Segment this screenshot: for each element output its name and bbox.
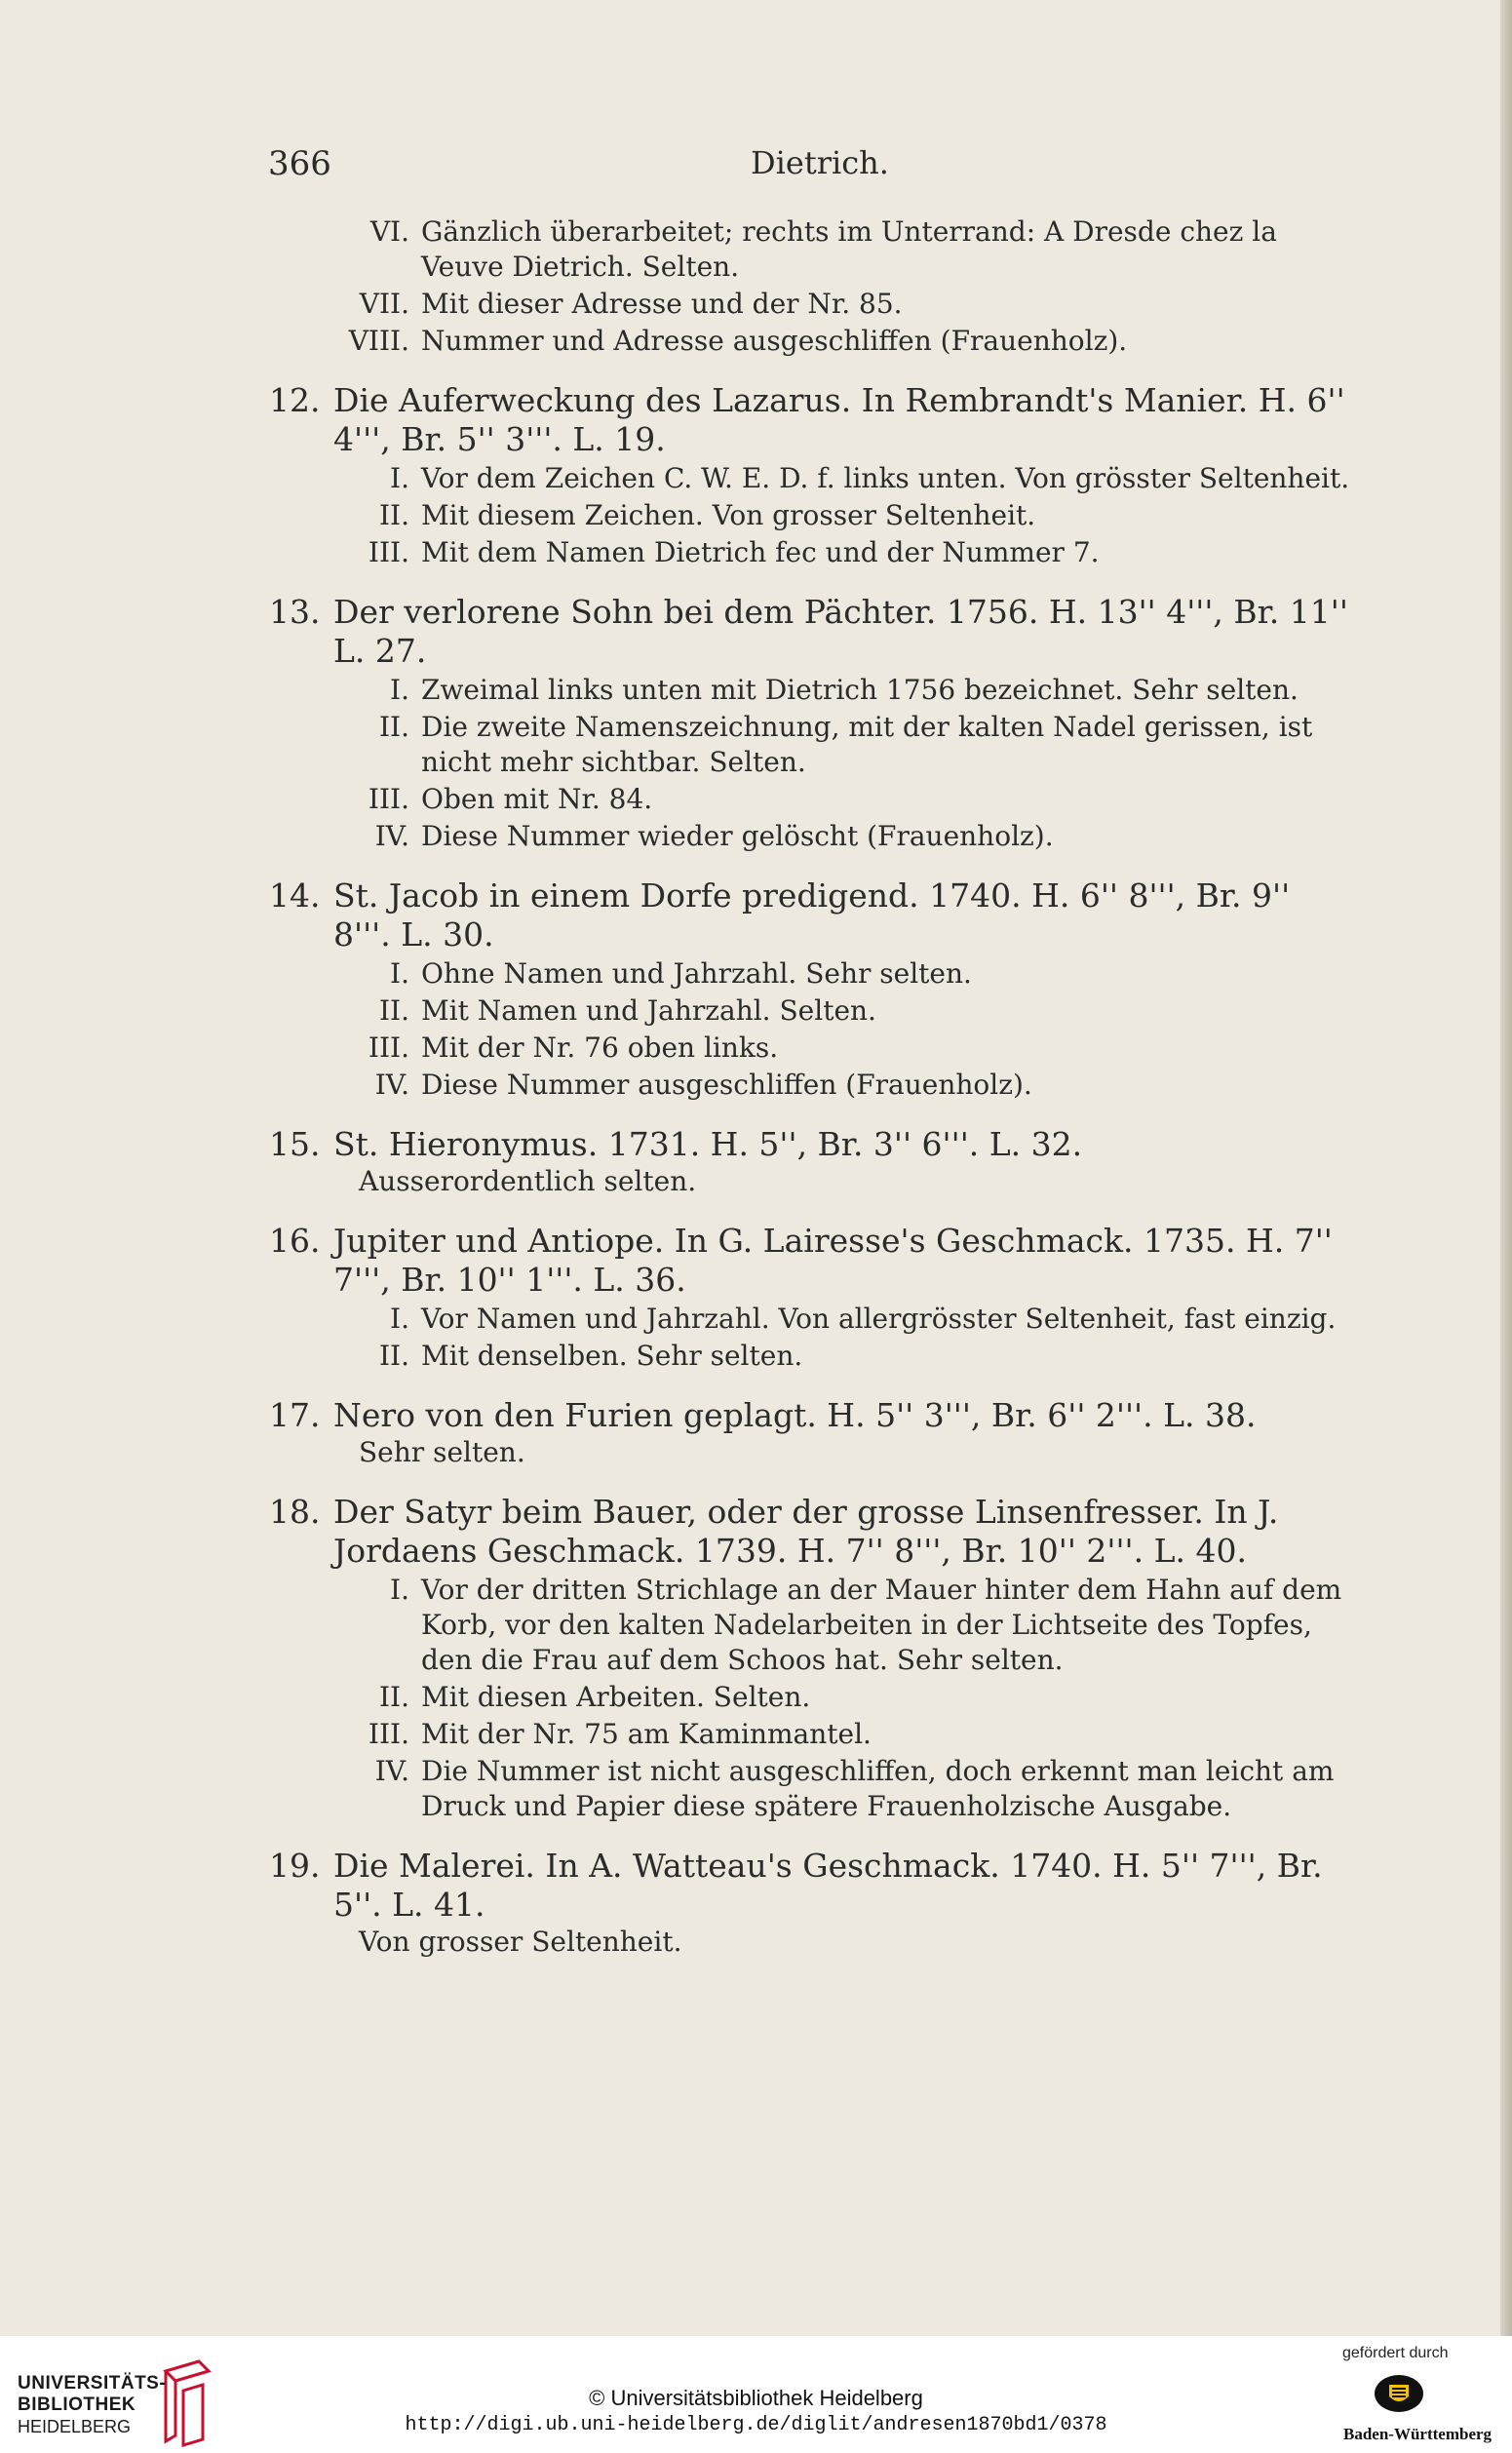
state-item (269, 214, 1351, 285)
entry-title: Jupiter und Antiope. In G. Lairesse's Geschmack. 1735. H. 7'' 7''', Br. 10'' 1'''. L. 36. (333, 1222, 1333, 1299)
entry-number: 18. (269, 1493, 321, 1531)
state-text: Gänzlich überarbeitet; rechts im Unterrand: A Dresde chez la Veuve Dietrich. Selten. (421, 215, 1277, 283)
entry-title: St. Hieronymus. 1731. H. 5'', Br. 3'' 6'''. L. 32. (333, 1125, 1083, 1163)
library-name-line: HEIDELBERG (18, 2417, 132, 2436)
copyright-notice: © Universitätsbibliothek Heidelberg (589, 2386, 923, 2410)
state-text: Die Nummer ist nicht ausgeschliffen, doch erkennt man leicht am Druck und Papier diese spätere Frauenholzische Ausgabe. (421, 1755, 1335, 1822)
catalog-entry-continued (269, 214, 1351, 359)
state-text: Diese Nummer wieder gelöscht (Frauenholz). (421, 820, 1054, 852)
state-item (269, 819, 1351, 854)
entry-heading (269, 1493, 1351, 1571)
catalog-entry (269, 1125, 1351, 1199)
state-text: Nummer und Adresse ausgeschliffen (Frauenholz). (421, 325, 1128, 357)
source-url-link[interactable]: http://digi.ub.uni-heidelberg.de/diglit/andresen1870bd1/0378 (405, 2414, 1107, 2436)
state-roman: II. (378, 1681, 409, 1713)
sponsor-label: gefördert durch (1342, 2345, 1449, 2361)
state-list (269, 956, 1351, 1103)
state-roman: IV. (374, 1755, 409, 1787)
catalog-entry (269, 593, 1351, 854)
catalog-entry (269, 1493, 1351, 1824)
state-text: Oben mit Nr. 84. (421, 783, 653, 815)
sponsor-name: Baden-Württemberg (1343, 2425, 1493, 2443)
state-text: Vor dem Zeichen C. W. E. D. f. links unten. Von grösster Seltenheit. (421, 462, 1350, 494)
state-item (269, 1339, 1351, 1374)
state-text: Mit der Nr. 75 am Kaminmantel. (421, 1718, 872, 1750)
state-text: Mit dem Namen Dietrich fec und der Nummer 7. (421, 536, 1100, 568)
state-roman: II. (378, 1340, 409, 1372)
state-item (269, 710, 1351, 780)
entry-note: Ausserordentlich selten. (359, 1165, 697, 1197)
state-item (269, 324, 1351, 359)
state-list (269, 214, 1351, 359)
state-text: Mit der Nr. 76 oben links. (421, 1032, 779, 1064)
entry-note: Von grosser Seltenheit. (359, 1926, 682, 1958)
state-roman: II. (378, 994, 409, 1027)
state-roman: VIII. (348, 325, 409, 357)
state-item (269, 1068, 1351, 1103)
entry-title: Nero von den Furien geplagt. H. 5'' 3''', Br. 6'' 2'''. L. 38. (333, 1396, 1257, 1434)
state-item (269, 782, 1351, 817)
entry-title: Der Satyr beim Bauer, oder der grosse Linsenfresser. In J. Jordaens Geschmack. 1739. H. 7'' 8''', Br. 10'' 2'''. L. 40. (333, 1493, 1279, 1570)
catalog-entry (269, 381, 1351, 570)
entry-number: 15. (269, 1125, 321, 1163)
entry-note: Sehr selten. (359, 1436, 525, 1468)
entry-number: 19. (269, 1847, 321, 1885)
state-item (269, 1754, 1351, 1824)
state-roman: IV. (374, 1069, 409, 1101)
entry-title: Die Auferweckung des Lazarus. In Rembrandt's Manier. H. 6'' 4''', Br. 5'' 3'''. L. 19. (333, 381, 1345, 458)
state-roman: I. (390, 462, 409, 494)
state-roman: VII. (359, 288, 409, 320)
state-text: Mit diesen Arbeiten. Selten. (421, 1681, 811, 1713)
state-roman: III. (368, 783, 409, 815)
state-text: Ohne Namen und Jahrzahl. Sehr selten. (421, 957, 972, 990)
page-header (0, 144, 1512, 187)
library-name-line: BIBLIOTHEK (18, 2395, 136, 2415)
state-item (269, 1717, 1351, 1752)
state-roman: I. (390, 1574, 409, 1606)
page-edge (1500, 0, 1512, 2336)
state-list (269, 1573, 1351, 1824)
catalog-entry (269, 876, 1351, 1103)
state-roman: I. (390, 957, 409, 990)
state-list (269, 673, 1351, 854)
page-body (269, 213, 1351, 1982)
state-text: Mit diesem Zeichen. Von grosser Seltenheit. (421, 499, 1036, 531)
state-text: Vor der dritten Strichlage an der Mauer hinter dem Hahn auf dem Korb, vor den kalten Nadelarbeiten in der Lichtseite des Topfes, den die Frau auf dem Schoos hat. Sehr selten. (421, 1574, 1342, 1676)
catalog-entry (269, 1396, 1351, 1470)
state-roman: II. (378, 499, 409, 531)
state-roman: IV. (374, 820, 409, 852)
catalog-entry (269, 1222, 1351, 1374)
catalog-entry (269, 1847, 1351, 1960)
state-item (269, 673, 1351, 708)
entry-number: 14. (269, 876, 321, 915)
state-text: Mit Namen und Jahrzahl. Selten. (421, 994, 876, 1027)
state-item (269, 1302, 1351, 1337)
page-number: 366 (268, 144, 331, 183)
library-name-line: UNIVERSITÄTS- (18, 2373, 167, 2394)
state-item (269, 1573, 1351, 1678)
state-text: Mit dieser Adresse und der Nr. 85. (421, 288, 903, 320)
entry-number: 12. (269, 381, 321, 419)
state-roman: VI. (369, 215, 409, 248)
state-item (269, 287, 1351, 322)
state-text: Vor Namen und Jahrzahl. Von allergrösster Seltenheit, fast einzig. (421, 1303, 1337, 1335)
entry-heading (269, 1396, 1351, 1435)
state-item (269, 461, 1351, 496)
entry-title: St. Jacob in einem Dorfe predigend. 1740. H. 6'' 8''', Br. 9'' 8'''. L. 30. (333, 876, 1291, 954)
entry-heading (269, 1847, 1351, 1925)
entry-title: Die Malerei. In A. Watteau's Geschmack. 1740. H. 5'' 7''', Br. 5''. L. 41. (333, 1847, 1323, 1924)
entry-number: 13. (269, 593, 321, 631)
state-item (269, 1680, 1351, 1715)
state-roman: III. (368, 1718, 409, 1750)
state-roman: I. (390, 674, 409, 706)
entry-heading (269, 876, 1351, 954)
entry-number: 17. (269, 1396, 321, 1434)
entry-heading (269, 1222, 1351, 1300)
state-item (269, 993, 1351, 1029)
state-item (269, 956, 1351, 992)
state-list (269, 1302, 1351, 1374)
entry-heading (269, 1125, 1351, 1164)
state-roman: III. (368, 1032, 409, 1064)
baden-wuerttemberg-emblem-icon[interactable] (1373, 2367, 1425, 2420)
entry-number: 16. (269, 1222, 321, 1260)
state-item (269, 1031, 1351, 1066)
state-list (269, 461, 1351, 570)
state-text: Diese Nummer ausgeschliffen (Frauenholz). (421, 1069, 1032, 1101)
state-roman: I. (390, 1303, 409, 1335)
state-item (269, 498, 1351, 533)
state-roman: III. (368, 536, 409, 568)
entry-title: Der verlorene Sohn bei dem Pächter. 1756. H. 13'' 4''', Br. 11'' L. 27. (333, 593, 1348, 670)
state-item (269, 535, 1351, 570)
entry-heading (269, 381, 1351, 459)
state-text: Mit denselben. Sehr selten. (421, 1340, 803, 1372)
entry-heading (269, 593, 1351, 671)
state-text: Die zweite Namenszeichnung, mit der kalten Nadel gerissen, ist nicht mehr sichtbar. Selten. (421, 711, 1313, 778)
state-roman: II. (378, 711, 409, 743)
running-head: Dietrich. (751, 144, 889, 181)
state-text: Zweimal links unten mit Dietrich 1756 bezeichnet. Sehr selten. (421, 674, 1299, 706)
